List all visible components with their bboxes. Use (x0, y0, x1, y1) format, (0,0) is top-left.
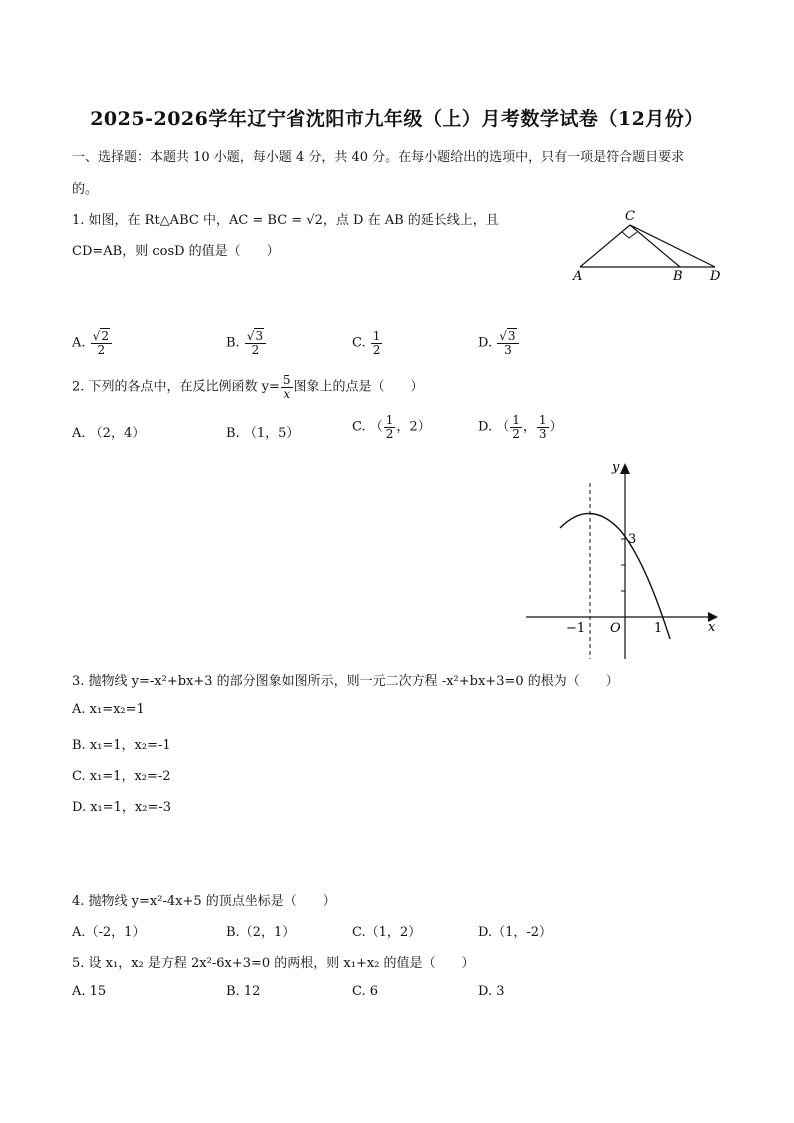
graph-label-3: 3 (628, 532, 637, 547)
q5-option-d[interactable]: D. 3 (478, 984, 505, 999)
q1-option-a[interactable]: A. $\frac{√2}{2}$ (72, 330, 113, 356)
label-a: A (573, 269, 583, 284)
q2-option-c[interactable]: C. （ $\frac{1}{2}$ ，2） (352, 413, 431, 441)
q3-option-c[interactable]: C. x₁=1，x₂=-2 (72, 769, 171, 784)
label-d: D (710, 269, 721, 284)
page-title: 2025-2026学年辽宁省沈阳市九年级（上）月考数学试卷（12月份） (90, 108, 704, 130)
label-b: B (673, 269, 683, 284)
section-instructions: 一、选择题：本题共 10 小题，每小题 4 分，共 40 分。在每小题给出的选项中，只有一项是符合题目要求 (72, 150, 685, 165)
q1-stem-line1: 1. 如图，在 Rt△ABC 中，AC = BC = √2，点 D 在 AB 的延长线上，且 (72, 213, 499, 228)
label-c: C (625, 209, 635, 224)
graph-y-label: y (612, 460, 620, 475)
q5-option-b[interactable]: B. 12 (226, 984, 261, 999)
q4-option-c[interactable]: C.（1，2） (352, 925, 422, 940)
q3-option-b[interactable]: B. x₁=1，x₂=-1 (72, 738, 171, 753)
q5-option-c[interactable]: C. 6 (352, 984, 379, 999)
q4-option-d[interactable]: D.（1，-2） (478, 925, 553, 940)
graph-label-minus-1: −1 (566, 621, 586, 636)
q4-stem: 4. 抛物线 y=x²-4x+5 的顶点坐标是（ ） (72, 894, 336, 909)
q2-option-d[interactable]: D. （ $\frac{1}{2}$ ， $\frac{1}{3}$ ） (478, 413, 563, 441)
graph-label-origin: O (610, 621, 621, 636)
q3-option-d[interactable]: D. x₁=1，x₂=-3 (72, 800, 172, 815)
section-instructions-cont: 的。 (72, 182, 99, 197)
q3-option-a[interactable]: A. x₁=x₂=1 (72, 702, 145, 717)
q3-parabola-graph (520, 455, 725, 665)
q1-option-d[interactable]: D. $\frac{√3}{3}$ (478, 330, 520, 356)
q2-option-b[interactable]: B. （1，5） (226, 426, 300, 441)
q2-stem: 2. 下列的各点中，在反比例函数 y= $\frac{5}{x}$ 图象上的点是（ ） (72, 373, 424, 401)
q3-stem: 3. 抛物线 y=-x²+bx+3 的部分图象如图所示，则一元二次方程 -x²+bx+3=0 的根为（ ） (72, 674, 619, 689)
q1-option-b[interactable]: B. $\frac{√3}{2}$ (226, 330, 267, 356)
graph-x-label: x (708, 620, 716, 635)
q5-stem: 5. 设 x₁，x₂ 是方程 2x²-6x+3=0 的两根，则 x₁+x₂ 的值是（ ） (72, 956, 475, 971)
q2-option-a[interactable]: A. （2，4） (72, 426, 146, 441)
q4-option-a[interactable]: A.（-2，1） (72, 925, 146, 940)
q4-option-b[interactable]: B.（2，1） (226, 925, 296, 940)
q1-option-c[interactable]: C. $\frac{1}{2}$ (352, 329, 381, 357)
q1-triangle-figure (570, 205, 730, 285)
q5-option-a[interactable]: A. 15 (72, 984, 107, 999)
q1-stem-line2: CD=AB，则 cosD 的值是（ ） (72, 244, 280, 259)
graph-label-1: 1 (654, 621, 663, 636)
